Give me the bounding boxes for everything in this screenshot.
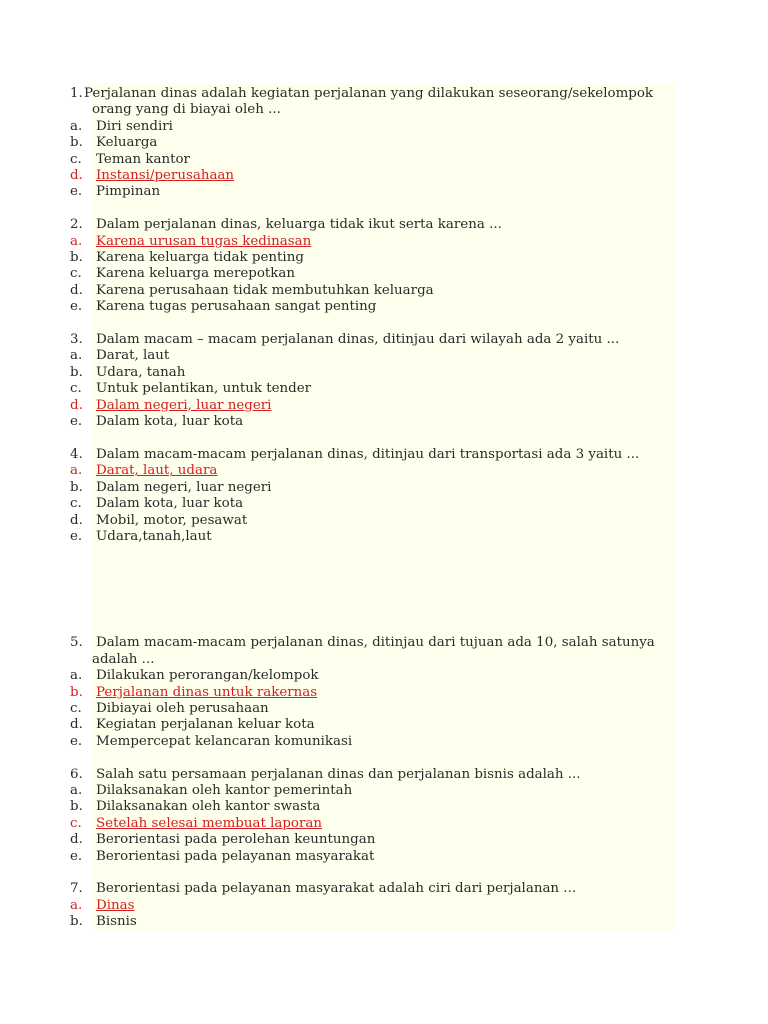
question-4: [70, 447, 670, 545]
answer-option: [70, 250, 670, 266]
option-letter: d.: [70, 397, 83, 413]
answer-option: [70, 480, 670, 496]
question-3: [70, 332, 670, 430]
question-2: [70, 217, 670, 315]
question-text: [70, 635, 670, 651]
option-text: Pimpinan: [96, 184, 161, 200]
option-text: Teman kantor: [96, 151, 190, 167]
option-text: Berorientasi pada perolehan keuntungan: [96, 832, 376, 848]
option-text: Dilaksanakan oleh kantor pemerintah: [96, 782, 353, 798]
question-text: [70, 447, 670, 463]
option-letter: d.: [70, 717, 83, 733]
answer-option: [70, 283, 670, 299]
option-letter: a.: [70, 118, 83, 134]
option-text: Karena perusahaan tidak membutuhkan keluarga: [96, 282, 434, 298]
answer-option: [70, 266, 670, 282]
question-number: 7.: [70, 881, 83, 897]
answer-option: [70, 849, 670, 865]
answer-option-correct: [70, 234, 670, 250]
option-text: Keluarga: [96, 135, 158, 151]
question-line: Perjalanan dinas adalah kegiatan perjalanan yang dilakukan seseorang/sekelompok: [84, 86, 654, 101]
answer-option: [70, 914, 670, 930]
question-number: 2.: [70, 217, 83, 233]
answer-option: [70, 668, 670, 684]
answer-option: [70, 414, 670, 430]
option-text: Darat, laut: [96, 348, 170, 364]
answer-option: [70, 381, 670, 397]
answer-option: [70, 299, 670, 315]
option-text: Kegiatan perjalanan keluar kota: [96, 717, 315, 733]
option-text: Dalam negeri, luar negeri: [96, 479, 272, 495]
question-5: [70, 635, 670, 750]
option-text: Diri sendiri: [96, 118, 173, 134]
option-letter: a.: [70, 233, 83, 249]
answer-option-correct: [70, 685, 670, 701]
option-text: Dalam kota, luar kota: [96, 496, 244, 512]
question-line-continued: adalah ...: [92, 651, 155, 667]
question-line: Dalam macam – macam perjalanan dinas, ditinjau dari wilayah ada 2 yaitu ...: [96, 332, 620, 348]
option-letter: e.: [70, 733, 83, 749]
answer-option-correct: [70, 398, 670, 414]
question-line: Dalam perjalanan dinas, keluarga tidak ikut serta karena ...: [96, 217, 502, 233]
answer-option: [70, 152, 670, 168]
option-text: Udara, tanah: [96, 364, 186, 380]
answer-option: [70, 734, 670, 750]
question-text: [70, 332, 670, 348]
question-line: Berorientasi pada pelayanan masyarakat adalah ciri dari perjalanan ...: [96, 881, 577, 897]
option-letter: b.: [70, 135, 83, 151]
question-line: Dalam macam-macam perjalanan dinas, ditinjau dari tujuan ada 10, salah satunya: [96, 635, 655, 651]
option-text: Bisnis: [96, 914, 137, 930]
question-7: [70, 881, 670, 930]
option-letter: d.: [70, 512, 83, 528]
option-text: Udara,tanah,laut: [96, 528, 212, 544]
option-letter: b.: [70, 684, 83, 700]
question-line: Dalam macam-macam perjalanan dinas, ditinjau dari transportasi ada 3 yaitu ...: [96, 446, 640, 462]
option-letter: a.: [70, 348, 83, 364]
option-text: Karena keluarga tidak penting: [96, 250, 304, 266]
answer-option: [70, 184, 670, 200]
option-text: Dilakukan perorangan/kelompok: [96, 668, 319, 684]
option-text: Setelah selesai membuat laporan: [96, 815, 322, 831]
option-letter: e.: [70, 299, 83, 315]
option-text: Untuk pelantikan, untuk tender: [96, 381, 312, 397]
answer-option: [70, 513, 670, 529]
option-letter: e.: [70, 414, 83, 430]
question-text: [70, 767, 670, 783]
answer-option-correct: [70, 898, 670, 914]
option-letter: c.: [70, 815, 82, 831]
question-list: [70, 86, 670, 947]
option-letter: a.: [70, 463, 83, 479]
question-6: [70, 767, 670, 865]
option-text: Berorientasi pada pelayanan masyarakat: [96, 848, 375, 864]
option-letter: e.: [70, 848, 83, 864]
question-number: 3.: [70, 332, 83, 348]
option-letter: e.: [70, 528, 83, 544]
question-text: [70, 217, 670, 233]
option-letter: c.: [70, 266, 82, 282]
option-letter: d.: [70, 282, 83, 298]
option-letter: b.: [70, 250, 83, 266]
option-text: Mobil, motor, pesawat: [96, 512, 248, 528]
option-letter: a.: [70, 668, 83, 684]
option-letter: b.: [70, 914, 83, 930]
option-text: Dalam kota, luar kota: [96, 414, 244, 430]
option-letter: d.: [70, 832, 83, 848]
option-letter: a.: [70, 782, 83, 798]
answer-option-correct: [70, 168, 670, 184]
answer-option: [70, 529, 670, 545]
option-text: Instansi/perusahaan: [96, 168, 235, 184]
option-letter: c.: [70, 700, 82, 716]
question-number: 5.: [70, 635, 83, 651]
option-text: Dilaksanakan oleh kantor swasta: [96, 799, 321, 815]
option-text: Darat, laut, udara: [96, 463, 218, 479]
option-letter: b.: [70, 799, 83, 815]
question-1: [70, 86, 670, 201]
answer-option: [70, 119, 670, 135]
answer-option: [70, 348, 670, 364]
question-text: [70, 881, 670, 897]
option-text: Karena urusan tugas kedinasan: [96, 233, 312, 249]
option-text: Dinas: [96, 897, 135, 913]
option-letter: b.: [70, 364, 83, 380]
option-text: Dalam negeri, luar negeri: [96, 397, 272, 413]
question-line: Salah satu persamaan perjalanan dinas dan perjalanan bisnis adalah ...: [96, 766, 581, 782]
option-text: Karena tugas perusahaan sangat penting: [96, 299, 377, 315]
answer-option-correct: [70, 816, 670, 832]
question-text: [70, 86, 670, 102]
answer-option: [70, 365, 670, 381]
option-letter: c.: [70, 381, 82, 397]
option-letter: c.: [70, 151, 82, 167]
answer-option: [70, 799, 670, 815]
answer-option: [70, 135, 670, 151]
option-text: Dibiayai oleh perusahaan: [96, 700, 269, 716]
option-text: Mempercepat kelancaran komunikasi: [96, 733, 353, 749]
option-letter: d.: [70, 168, 83, 184]
question-number: 1.: [70, 86, 83, 101]
option-letter: c.: [70, 496, 82, 512]
answer-option-correct: [70, 463, 670, 479]
answer-option: [70, 496, 670, 512]
question-line-continued: orang yang di biayai oleh ...: [92, 102, 281, 118]
option-text: Karena keluarga merepotkan: [96, 266, 296, 282]
option-text: Perjalanan dinas untuk rakernas: [96, 684, 318, 700]
answer-option: [70, 701, 670, 717]
answer-option: [70, 832, 670, 848]
answer-option: [70, 783, 670, 799]
question-number: 4.: [70, 446, 83, 462]
option-letter: e.: [70, 184, 83, 200]
option-letter: b.: [70, 479, 83, 495]
question-number: 6.: [70, 766, 83, 782]
answer-option: [70, 717, 670, 733]
option-letter: a.: [70, 897, 83, 913]
